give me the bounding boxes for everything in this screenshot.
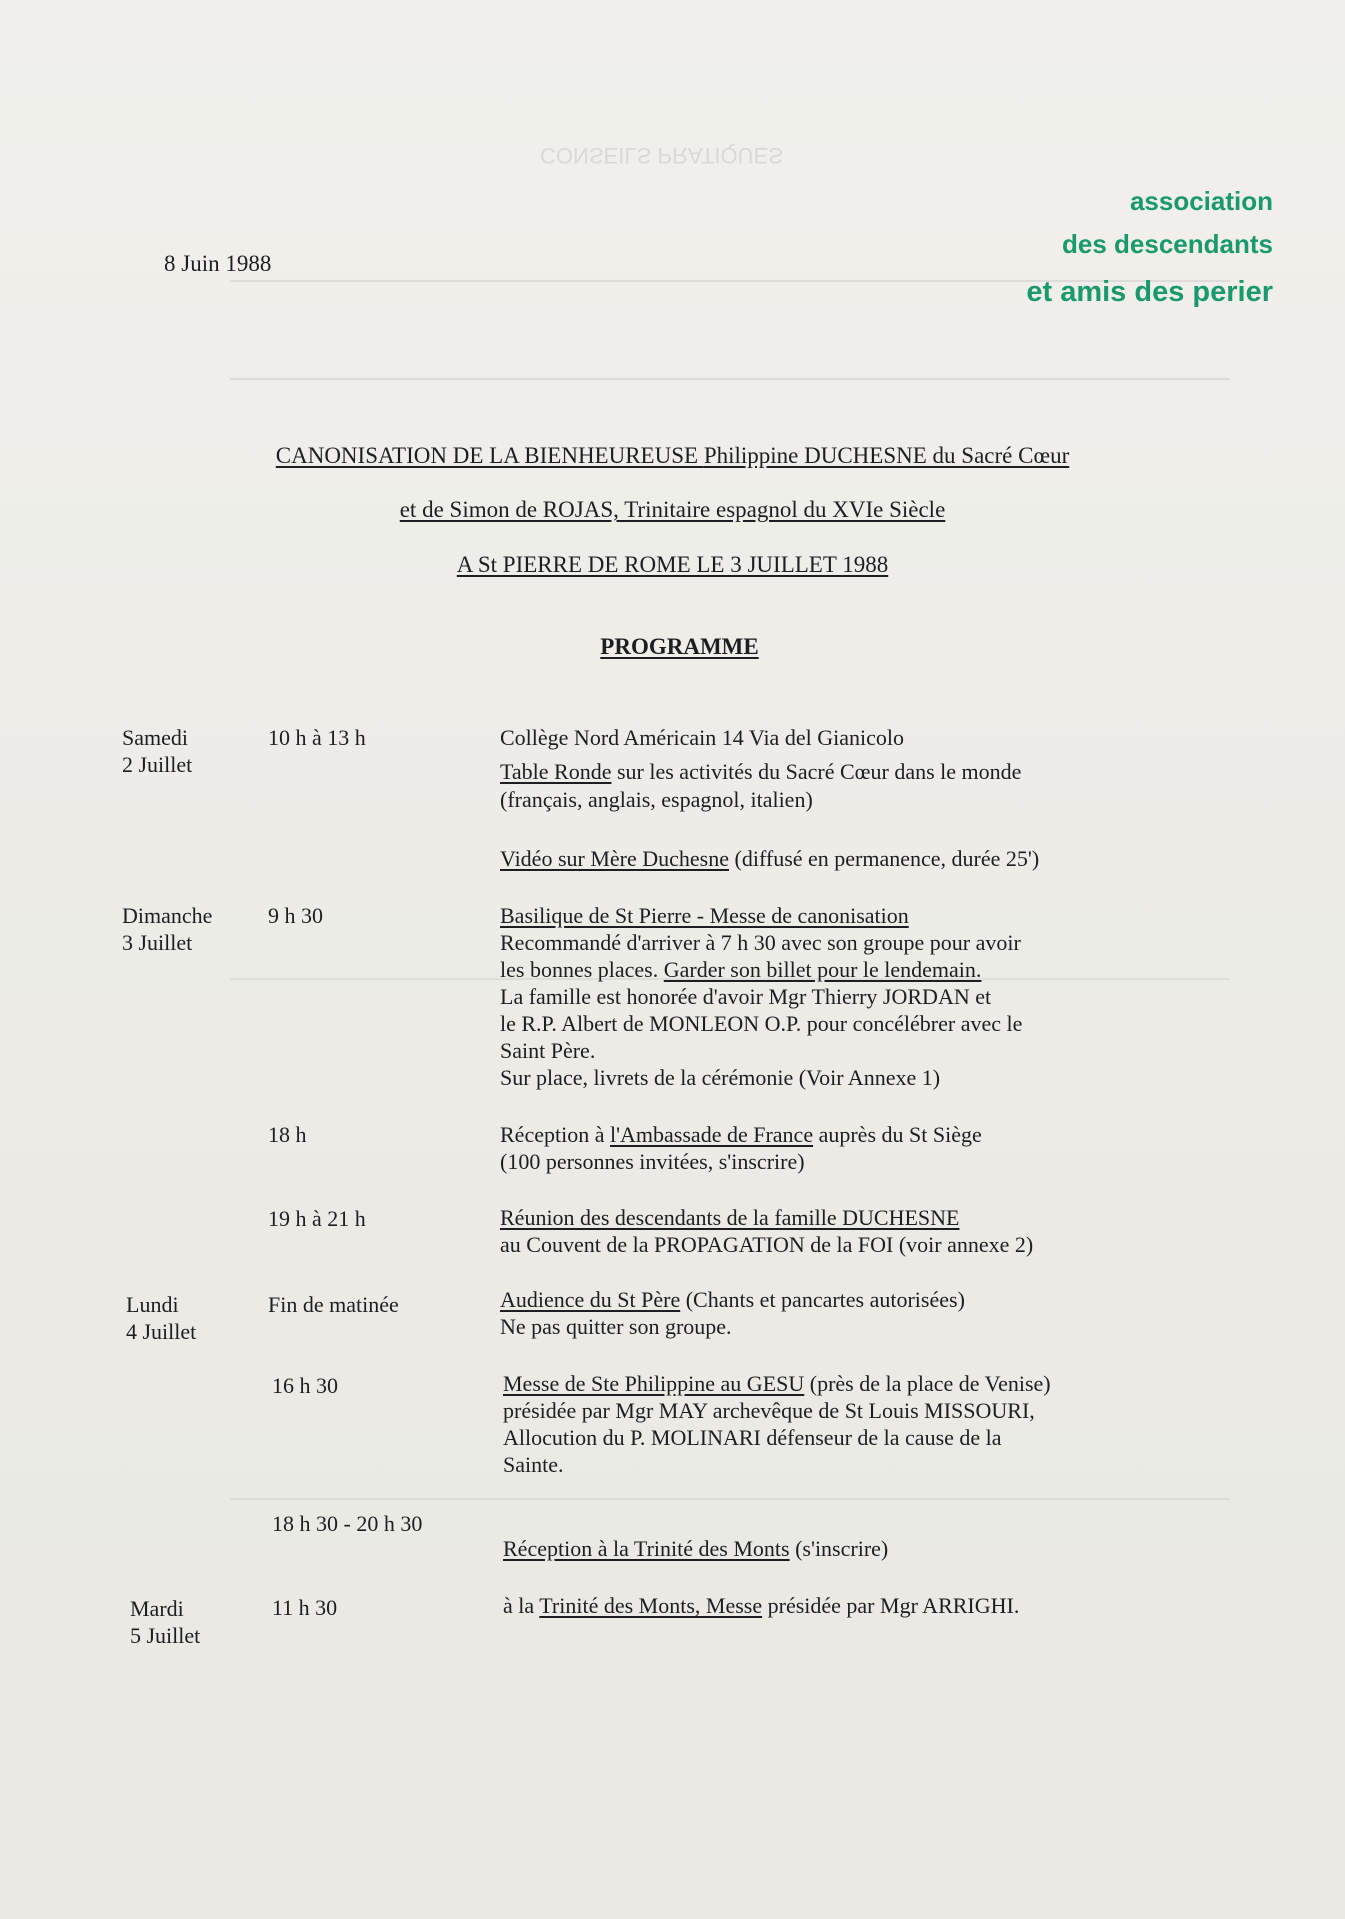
monday-time-18h30: 18 h 30 - 20 h 30: [272, 1511, 423, 1536]
tuesday-mass-b: Trinité des Monts, Messe: [539, 1593, 763, 1618]
monday-label: Lundi: [126, 1292, 179, 1317]
sunday-saint-pere: Saint Père.: [500, 1038, 596, 1063]
sunday-time-18h: 18 h: [268, 1122, 307, 1147]
audience-desc: (Chants et pancartes autorisées): [680, 1287, 965, 1312]
trinite-reception-note: (s'inscrire): [789, 1536, 889, 1561]
round-table-title: Table Ronde: [500, 759, 612, 784]
association-name-line1: association: [1129, 186, 1273, 216]
monday-allocution: Allocution du P. MOLINARI défenseur de la cause de la: [503, 1425, 1002, 1450]
saturday-languages: (français, anglais, espagnol, italien): [500, 787, 813, 812]
monday-time-16h: 16 h 30: [272, 1373, 338, 1398]
saturday-round-table: [500, 758, 1021, 785]
document-date: 8 Juin 1988: [164, 251, 272, 276]
sunday-time-19h: 19 h à 21 h: [268, 1206, 366, 1231]
sunday-reunion: Réunion des descendants de la famille DUCHESNE: [500, 1205, 960, 1230]
sunday-places: [500, 956, 981, 983]
sunday-label: Dimanche: [122, 903, 213, 928]
monday-sainte: Sainte.: [503, 1452, 564, 1477]
audience-title: Audience du St Père: [500, 1287, 681, 1312]
title-line-3: A St PIERRE DE ROME LE 3 JUILLET 1988: [456, 552, 889, 577]
title-line-1-suffix: Philippine DUCHESNE du Sacré Cœur: [703, 443, 1070, 468]
monday-audience: [500, 1286, 965, 1313]
monday-time: Fin de matinée: [268, 1292, 399, 1317]
sunday-embassy: [500, 1121, 982, 1148]
sunday-convent: au Couvent de la PROPAGATION de la FOI (voir annexe 2): [500, 1232, 1034, 1257]
gesu-desc: (près de la place de Venise): [804, 1371, 1051, 1396]
title-line-1-prefix: CANONISATION DE LA BIENHEUREUSE: [275, 443, 704, 468]
trinite-reception-title: Réception à la Trinité des Monts: [503, 1536, 790, 1561]
ghost-heading: CONSEILS PRATIQUES: [540, 143, 783, 168]
sunday-basilica: Basilique de St Pierre - Messe de canonisation: [500, 903, 909, 928]
sunday-places-a: les bonnes places.: [500, 957, 664, 982]
tuesday-label: Mardi: [130, 1596, 184, 1621]
association-name-line3: et amis des perier: [1026, 276, 1273, 308]
embassy-a: Réception à: [500, 1122, 610, 1147]
tuesday-time: 11 h 30: [272, 1595, 338, 1620]
round-table-desc: sur les activités du Sacré Cœur dans le monde: [611, 759, 1022, 784]
sunday-family: La famille est honorée d'avoir Mgr Thierry JORDAN et: [500, 984, 992, 1009]
sunday-arrival: Recommandé d'arriver à 7 h 30 avec son groupe pour avoir: [500, 930, 1021, 955]
saturday-date: 2 Juillet: [122, 752, 193, 777]
sunday-embassy-note: (100 personnes invitées, s'inscrire): [500, 1149, 805, 1174]
embassy-b: l'Ambassade de France: [609, 1122, 814, 1147]
monday-date: 4 Juillet: [126, 1319, 197, 1344]
sunday-time: 9 h 30: [268, 903, 323, 928]
sunday-places-b: Garder son billet pour le lendemain.: [663, 957, 982, 982]
saturday-label: Samedi: [122, 725, 188, 750]
sunday-monleon: le R.P. Albert de MONLEON O.P. pour concélébrer avec le: [500, 1011, 1023, 1036]
sunday-date: 3 Juillet: [122, 930, 193, 955]
video-desc: (diffusé en permanence, durée 25'): [729, 846, 1040, 871]
monday-presided: présidée par Mgr MAY archevêque de St Louis MISSOURI,: [503, 1398, 1035, 1423]
saturday-video: [500, 845, 1039, 872]
sunday-booklets: Sur place, livrets de la cérémonie (Voir Annexe 1): [500, 1065, 941, 1090]
tuesday-date: 5 Juillet: [130, 1623, 201, 1648]
monday-group: Ne pas quitter son groupe.: [500, 1314, 732, 1339]
bleed-through-line: [230, 1480, 1230, 1500]
bleed-through-line: [230, 360, 1230, 380]
tuesday-mass-c: présidée par Mgr ARRIGHI.: [762, 1593, 1020, 1618]
monday-trinite-reception: [503, 1535, 888, 1562]
programme-heading: PROGRAMME: [600, 634, 759, 659]
tuesday-mass: [503, 1592, 1019, 1619]
association-name-line2: des descendants: [1062, 229, 1273, 259]
video-title: Vidéo sur Mère Duchesne: [500, 846, 729, 871]
saturday-venue: Collège Nord Américain 14 Via del Gianicolo: [500, 725, 904, 750]
tuesday-mass-a: à la: [503, 1593, 540, 1618]
title-line-1: [0, 443, 1345, 469]
title-line-2: et de Simon de ROJAS, Trinitaire espagnol du XVIe Siècle: [399, 497, 946, 522]
saturday-time: 10 h à 13 h: [268, 725, 366, 750]
gesu-title: Messe de Ste Philippine au GESU: [503, 1371, 805, 1396]
embassy-c: auprès du St Siège: [813, 1122, 982, 1147]
monday-mass-gesu: [503, 1370, 1051, 1397]
